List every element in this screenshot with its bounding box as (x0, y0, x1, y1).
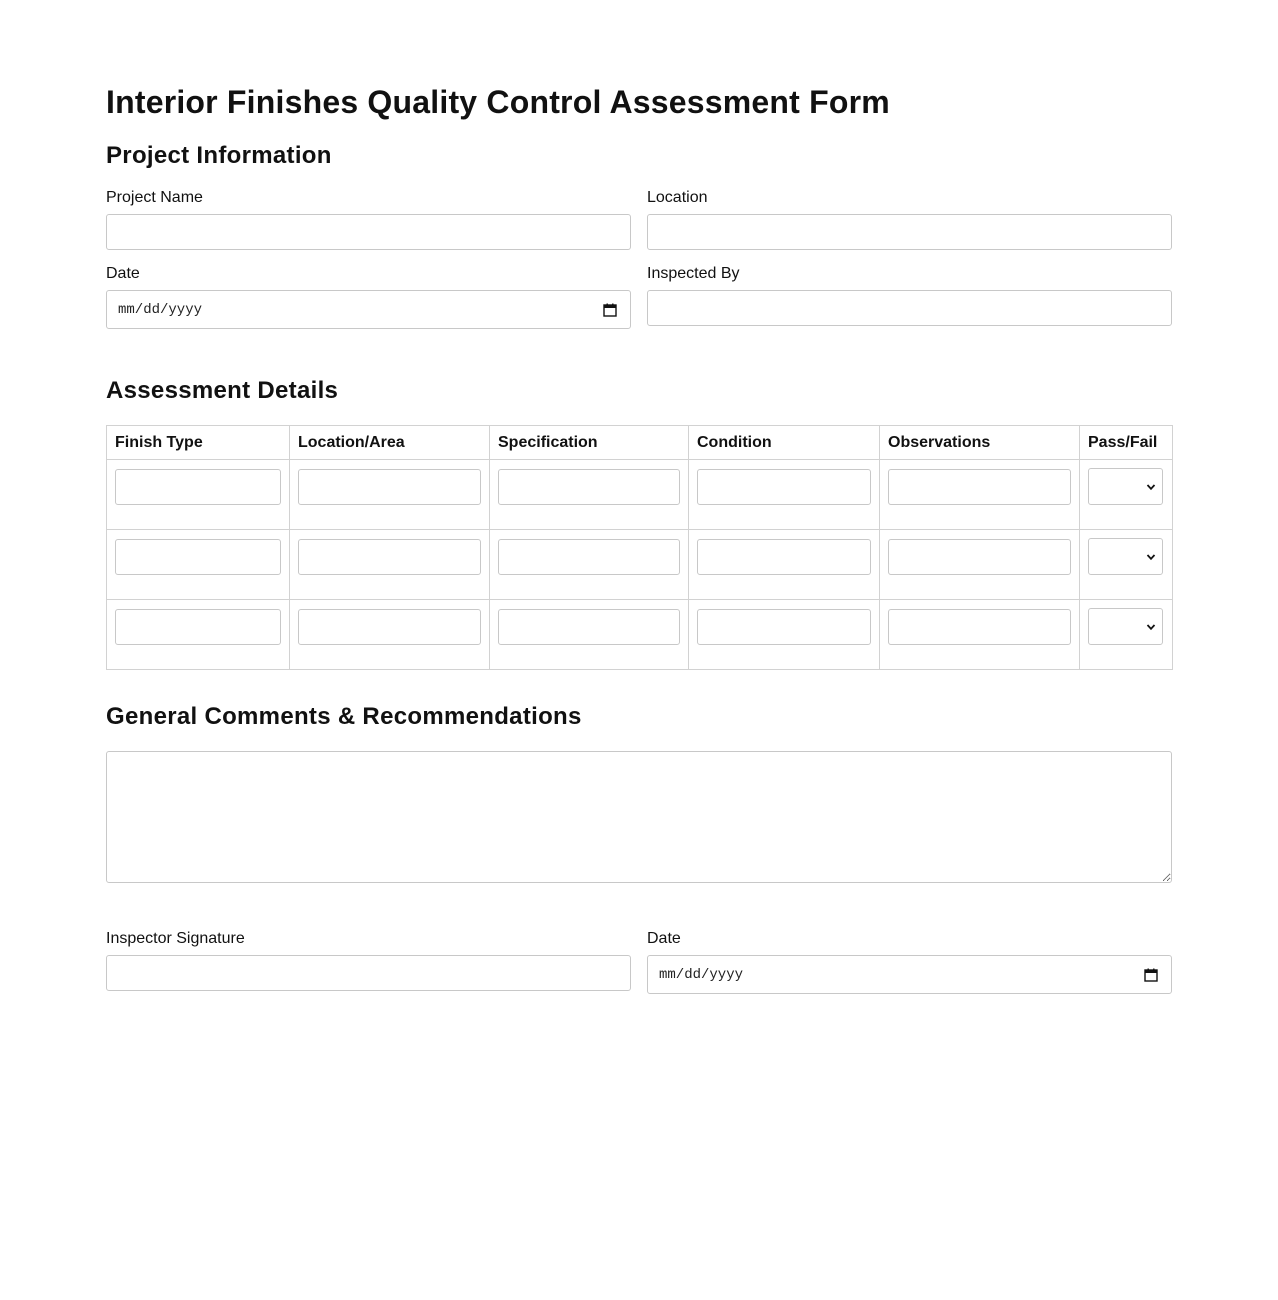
chevron-down-icon (1146, 552, 1156, 562)
column-header-observations: Observations (880, 426, 1080, 460)
finish-type-input[interactable] (115, 609, 281, 645)
comments-textarea[interactable] (106, 751, 1172, 883)
chevron-down-icon (1146, 482, 1156, 492)
project-name-label: Project Name (106, 189, 203, 206)
column-header-specification: Specification (490, 426, 689, 460)
location-input[interactable] (647, 214, 1172, 250)
project-information-heading: Project Information (106, 142, 332, 169)
date-placeholder: mm/dd/yyyy (118, 302, 203, 318)
finish-type-input[interactable] (115, 469, 281, 505)
specification-input[interactable] (498, 539, 680, 575)
inspected-by-input[interactable] (647, 290, 1172, 326)
inspector-signature-input[interactable] (106, 955, 631, 991)
assessment-details-heading: Assessment Details (106, 377, 339, 404)
condition-input[interactable] (697, 609, 871, 645)
pass-fail-select[interactable] (1088, 468, 1163, 505)
chevron-down-icon (1146, 622, 1156, 632)
table-row (107, 600, 1173, 670)
column-header-finish-type: Finish Type (107, 426, 290, 460)
location-area-input[interactable] (298, 469, 481, 505)
signature-date-label: Date (647, 930, 681, 947)
date-label: Date (106, 265, 140, 282)
column-header-location-area: Location/Area (290, 426, 490, 460)
project-name-input[interactable] (106, 214, 631, 250)
calendar-icon[interactable] (603, 303, 617, 317)
specification-input[interactable] (498, 609, 680, 645)
signature-date-placeholder: mm/dd/yyyy (659, 967, 744, 983)
condition-input[interactable] (697, 469, 871, 505)
observations-input[interactable] (888, 469, 1071, 505)
table-header-row (107, 426, 1173, 460)
table-row (107, 530, 1173, 600)
inspector-signature-label: Inspector Signature (106, 930, 245, 947)
column-header-condition: Condition (689, 426, 880, 460)
location-area-input[interactable] (298, 539, 481, 575)
column-header-pass-fail: Pass/Fail (1080, 426, 1173, 460)
inspected-by-label: Inspected By (647, 265, 740, 282)
calendar-icon[interactable] (1144, 968, 1158, 982)
finish-type-input[interactable] (115, 539, 281, 575)
location-area-input[interactable] (298, 609, 481, 645)
location-label: Location (647, 189, 708, 206)
pass-fail-select[interactable] (1088, 538, 1163, 575)
observations-input[interactable] (888, 539, 1071, 575)
specification-input[interactable] (498, 469, 680, 505)
condition-input[interactable] (697, 539, 871, 575)
assessment-table (106, 425, 1173, 670)
general-comments-heading: General Comments & Recommendations (106, 703, 582, 730)
table-row (107, 460, 1173, 530)
signature-date-input[interactable] (647, 955, 1172, 994)
observations-input[interactable] (888, 609, 1071, 645)
pass-fail-select[interactable] (1088, 608, 1163, 645)
page-title: Interior Finishes Quality Control Assessment Form (106, 84, 890, 120)
date-input[interactable] (106, 290, 631, 329)
